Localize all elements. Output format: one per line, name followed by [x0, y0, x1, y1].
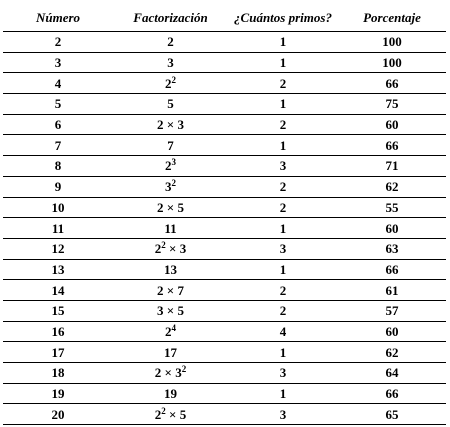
factor-base: 5 [177, 303, 184, 319]
cell-numero: 6 [3, 114, 113, 135]
cell-porcentaje: 100 [338, 32, 446, 53]
cell-numero: 9 [3, 176, 113, 197]
cell-porcentaje: 66 [338, 135, 446, 156]
cell-factorizacion [113, 135, 228, 156]
prime-factorization-table-container [3, 4, 446, 425]
factor-base: 5 [179, 406, 187, 422]
cell-porcentaje: 66 [338, 73, 446, 94]
cell-porcentaje: 55 [338, 197, 446, 218]
factor-base: 13 [164, 261, 177, 277]
factor-base: 2 [157, 282, 164, 298]
factor-base: 3 [179, 241, 187, 257]
cell-factorizacion [113, 280, 228, 301]
factor-base: 3 [167, 55, 174, 71]
factor-base: 5 [167, 96, 174, 112]
cell-numero: 7 [3, 135, 113, 156]
factor-exponent: 2 [171, 74, 176, 85]
cell-factorizacion [113, 259, 228, 280]
cell-factorizacion [113, 238, 228, 259]
table-row [3, 238, 446, 259]
table-row [3, 300, 446, 321]
cell-porcentaje: 60 [338, 114, 446, 135]
cell-porcentaje: 71 [338, 156, 446, 177]
cell-cuantos-primos: 1 [228, 218, 338, 239]
factor-base: 2 [157, 199, 164, 215]
table-row [3, 363, 446, 384]
cell-porcentaje: 66 [338, 383, 446, 404]
multiply-sign: × [166, 282, 175, 298]
factor-exponent: 2 [161, 405, 166, 416]
cell-numero: 5 [3, 94, 113, 115]
prime-factorization-table [3, 4, 446, 425]
factor-base: 3 [175, 365, 182, 381]
cell-numero: 15 [3, 300, 113, 321]
cell-factorizacion [113, 404, 228, 425]
cell-cuantos-primos: 2 [228, 114, 338, 135]
table-header [3, 4, 446, 32]
multiply-sign: × [164, 365, 172, 381]
cell-numero: 4 [3, 73, 113, 94]
cell-factorizacion [113, 321, 228, 342]
cell-factorizacion [113, 73, 228, 94]
table-row [3, 114, 446, 135]
factor-base: 7 [167, 137, 174, 153]
cell-cuantos-primos: 1 [228, 135, 338, 156]
cell-numero: 14 [3, 280, 113, 301]
cell-porcentaje: 61 [338, 280, 446, 301]
cell-factorizacion [113, 197, 228, 218]
cell-porcentaje: 60 [338, 218, 446, 239]
cell-numero: 13 [3, 259, 113, 280]
table-row [3, 280, 446, 301]
cell-cuantos-primos: 1 [228, 383, 338, 404]
cell-porcentaje: 62 [338, 176, 446, 197]
cell-numero: 2 [3, 32, 113, 53]
cell-numero: 10 [3, 197, 113, 218]
cell-numero: 20 [3, 404, 113, 425]
cell-cuantos-primos: 4 [228, 321, 338, 342]
factor-base: 2 [167, 34, 174, 50]
cell-cuantos-primos: 1 [228, 342, 338, 363]
cell-cuantos-primos: 1 [228, 32, 338, 53]
cell-porcentaje: 75 [338, 94, 446, 115]
multiply-sign: × [166, 303, 175, 319]
factor-base: 2 [165, 158, 172, 174]
cell-numero: 8 [3, 156, 113, 177]
cell-numero: 11 [3, 218, 113, 239]
cell-cuantos-primos: 3 [228, 156, 338, 177]
table-row [3, 218, 446, 239]
header-cuantos-primos: ¿Cuántos primos? [228, 4, 338, 32]
table-row [3, 94, 446, 115]
cell-factorizacion [113, 32, 228, 53]
factor-base: 2 [154, 365, 162, 381]
factor-base: 11 [164, 220, 177, 236]
factor-base: 2 [165, 75, 172, 91]
cell-numero: 12 [3, 238, 113, 259]
cell-cuantos-primos: 2 [228, 280, 338, 301]
cell-factorizacion [113, 114, 228, 135]
cell-factorizacion [113, 52, 228, 73]
cell-numero: 3 [3, 52, 113, 73]
cell-cuantos-primos: 1 [228, 52, 338, 73]
cell-factorizacion [113, 363, 228, 384]
cell-factorizacion [113, 300, 228, 321]
cell-factorizacion [113, 156, 228, 177]
factor-base: 2 [157, 117, 164, 133]
cell-porcentaje: 63 [338, 238, 446, 259]
factor-exponent: 2 [171, 178, 176, 189]
table-row [3, 259, 446, 280]
cell-cuantos-primos: 2 [228, 73, 338, 94]
cell-porcentaje: 60 [338, 321, 446, 342]
cell-factorizacion [113, 94, 228, 115]
table-row [3, 135, 446, 156]
factor-base: 3 [165, 179, 172, 195]
multiply-sign: × [166, 199, 175, 215]
cell-numero: 19 [3, 383, 113, 404]
cell-porcentaje: 64 [338, 363, 446, 384]
table-row [3, 197, 446, 218]
table-row [3, 342, 446, 363]
table-row [3, 383, 446, 404]
multiply-sign: × [166, 117, 175, 133]
factor-base: 2 [154, 406, 162, 422]
cell-porcentaje: 65 [338, 404, 446, 425]
cell-porcentaje: 100 [338, 52, 446, 73]
table-row [3, 32, 446, 53]
cell-factorizacion [113, 218, 228, 239]
factor-exponent: 3 [171, 157, 176, 168]
factor-base: 7 [177, 282, 184, 298]
table-row [3, 321, 446, 342]
factor-base: 2 [154, 241, 162, 257]
table-body [3, 32, 446, 425]
factor-exponent: 2 [181, 364, 187, 375]
table-row [3, 404, 446, 425]
multiply-sign: × [169, 406, 177, 422]
table-row [3, 156, 446, 177]
cell-cuantos-primos: 2 [228, 176, 338, 197]
cell-cuantos-primos: 3 [228, 363, 338, 384]
cell-porcentaje: 66 [338, 259, 446, 280]
factor-base: 3 [157, 303, 164, 319]
cell-cuantos-primos: 2 [228, 300, 338, 321]
cell-numero: 16 [3, 321, 113, 342]
multiply-sign: × [169, 241, 177, 257]
cell-cuantos-primos: 3 [228, 404, 338, 425]
table-row [3, 176, 446, 197]
factor-exponent: 2 [161, 240, 166, 251]
header-numero: Número [3, 4, 113, 32]
cell-numero: 17 [3, 342, 113, 363]
factor-base: 3 [177, 117, 184, 133]
cell-factorizacion [113, 176, 228, 197]
header-porcentaje: Porcentaje [338, 4, 446, 32]
table-row [3, 52, 446, 73]
factor-base: 19 [164, 386, 177, 402]
factor-base: 5 [177, 199, 184, 215]
cell-cuantos-primos: 1 [228, 259, 338, 280]
header-row [3, 4, 446, 32]
cell-porcentaje: 62 [338, 342, 446, 363]
cell-cuantos-primos: 2 [228, 197, 338, 218]
header-factorizacion: Factorización [113, 4, 228, 32]
factor-base: 2 [165, 323, 172, 339]
cell-factorizacion [113, 342, 228, 363]
cell-factorizacion [113, 383, 228, 404]
factor-exponent: 4 [171, 322, 176, 333]
factor-base: 17 [164, 344, 177, 360]
cell-cuantos-primos: 1 [228, 94, 338, 115]
cell-numero: 18 [3, 363, 113, 384]
cell-cuantos-primos: 3 [228, 238, 338, 259]
table-row [3, 73, 446, 94]
cell-porcentaje: 57 [338, 300, 446, 321]
